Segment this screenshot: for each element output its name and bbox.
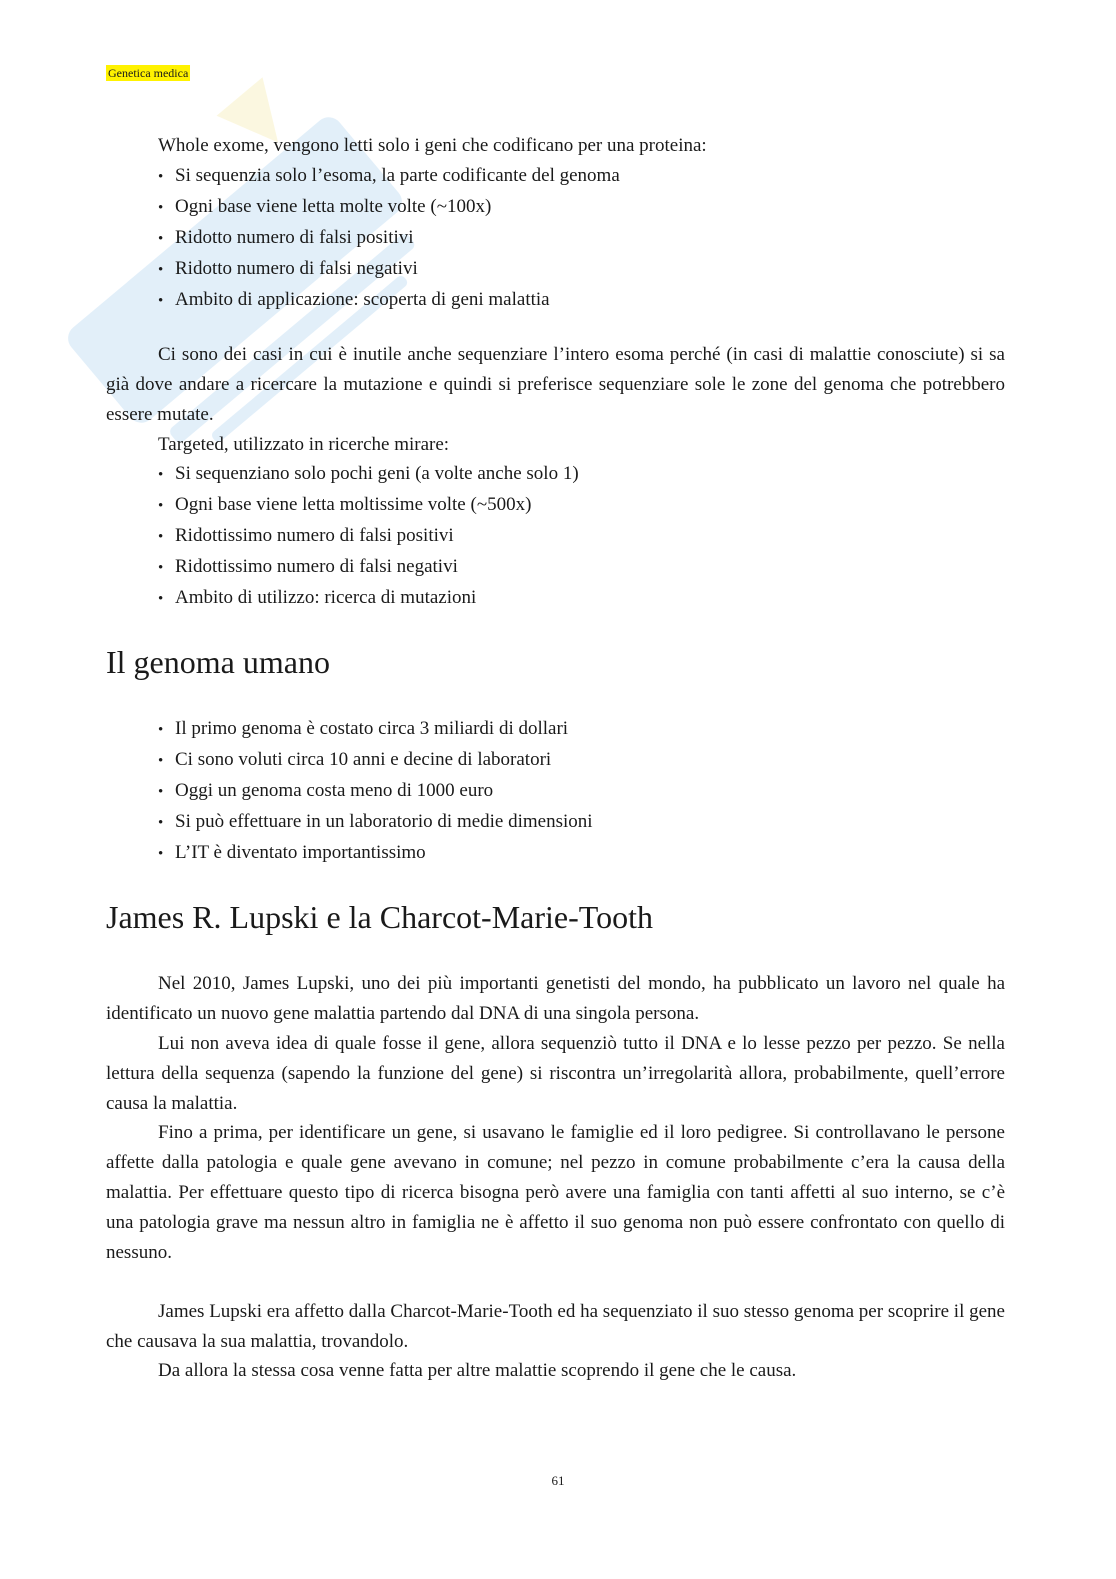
header-label: Genetica medica bbox=[108, 66, 189, 80]
list-item: • Si sequenziano solo pochi geni (a volte anche solo 1) bbox=[158, 459, 579, 490]
paragraph-cmt: James Lupski era affetto dalla Charcot-Marie-Tooth ed ha sequenziato il suo stesso genoma per scoprire il gene che causava la sua malattia, trovandolo. bbox=[106, 1301, 1005, 1352]
bullet-icon: • bbox=[158, 591, 164, 607]
whole-exome-intro: Whole exome, vengono letti solo i geni che codificano per una proteina: bbox=[158, 135, 707, 156]
paragraph-sequencing: Lui non aveva idea di quale fosse il gene, allora sequenziò tutto il DNA e lo lesse pezzo per pezzo. Se nella lettura della sequenza (sapendo la funzione del gene) si riscontra un’irregolarità allora, probabilmente, quell’errore causa la malattia. bbox=[106, 1033, 1005, 1114]
page-number: 61 bbox=[551, 1473, 565, 1488]
list-item: • Si sequenzia solo l’esoma, la parte codificante del genoma bbox=[158, 161, 620, 192]
list-item: • Ridottissimo numero di falsi positivi bbox=[158, 521, 579, 552]
heading-genoma-umano: Il genoma umano bbox=[106, 644, 330, 680]
whole-exome-list bbox=[158, 161, 620, 316]
list-item: • Ridotto numero di falsi positivi bbox=[158, 223, 620, 254]
list-item: • Ci sono voluti circa 10 anni e decine di laboratori bbox=[158, 745, 593, 776]
paragraph-pedigree: Fino a prima, per identificare un gene, si usavano le famiglie ed il loro pedigree. Si controllavano le persone affette dalla patologia e quale gene avevano in comune; nel pezzo in comune probabilmente c’era la causa della malattia. Per effettuare questo tipo di ricerca bisogna però avere una famiglia con tanti affetti al suo interno, se c’è una patologia grave ma nessun altro in famiglia ne è affetto il suo genoma non può essere confrontato con quello di nessuno. bbox=[106, 1122, 1005, 1263]
list-item: • Ambito di utilizzo: ricerca di mutazioni bbox=[158, 583, 579, 614]
bullet-icon: • bbox=[158, 529, 164, 545]
list-item: • Ogni base viene letta molte volte (~100x) bbox=[158, 192, 620, 223]
list-item: • Ridottissimo numero di falsi negativi bbox=[158, 552, 579, 583]
paragraph-since-then: Da allora la stessa cosa venne fatta per altre malattie scoprendo il gene che le causa. bbox=[158, 1360, 797, 1381]
bullet-icon: • bbox=[158, 200, 164, 216]
bullet-icon: • bbox=[158, 560, 164, 576]
list-item: • Ridotto numero di falsi negativi bbox=[158, 254, 620, 285]
bullet-icon: • bbox=[158, 293, 164, 309]
bullet-icon: • bbox=[158, 784, 164, 800]
bullet-icon: • bbox=[158, 231, 164, 247]
list-item: • L’IT è diventato importantissimo bbox=[158, 838, 593, 869]
list-item: • Il primo genoma è costato circa 3 miliardi di dollari bbox=[158, 714, 593, 745]
list-item: • Si può effettuare in un laboratorio di medie dimensioni bbox=[158, 807, 593, 838]
heading-lupski: James R. Lupski e la Charcot-Marie-Tooth bbox=[106, 899, 653, 935]
targeted-list bbox=[158, 459, 579, 614]
targeted-intro: Targeted, utilizzato in ricerche mirare: bbox=[158, 434, 450, 455]
bullet-icon: • bbox=[158, 753, 164, 769]
paragraph-known-diseases: Ci sono dei casi in cui è inutile anche sequenziare l’intero esoma perché (in casi di malattie conosciute) si sa già dove andare a ricercare la mutazione e quindi si preferisce sequenziare sole le zone del genoma che potrebbero essere mutate. bbox=[106, 344, 1005, 425]
genoma-umano-list bbox=[158, 714, 593, 869]
bullet-icon: • bbox=[158, 498, 164, 514]
bullet-icon: • bbox=[158, 846, 164, 862]
bullet-icon: • bbox=[158, 722, 164, 738]
list-item: • Ogni base viene letta moltissime volte (~500x) bbox=[158, 490, 579, 521]
paragraph-lupski-2010: Nel 2010, James Lupski, uno dei più importanti genetisti del mondo, ha pubblicato un lavoro nel quale ha identificato un nuovo gene malattia partendo dal DNA di una singola persona. bbox=[106, 973, 1005, 1024]
bullet-icon: • bbox=[158, 467, 164, 483]
bullet-icon: • bbox=[158, 815, 164, 831]
list-item: • Ambito di applicazione: scoperta di geni malattia bbox=[158, 285, 620, 316]
bullet-icon: • bbox=[158, 169, 164, 185]
bullet-icon: • bbox=[158, 262, 164, 278]
list-item: • Oggi un genoma costa meno di 1000 euro bbox=[158, 776, 593, 807]
